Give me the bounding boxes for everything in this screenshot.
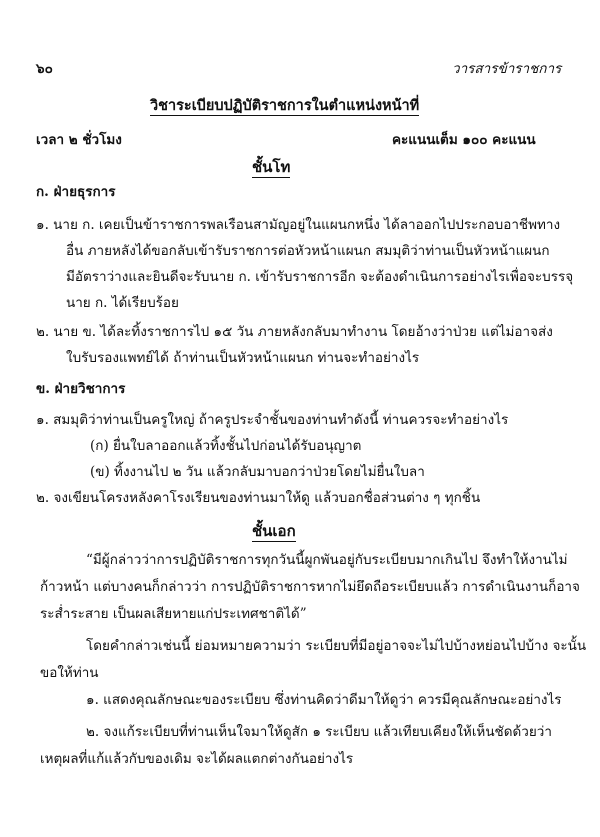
page-number: ๖๐ bbox=[36, 61, 53, 77]
exam-score: คะแนนเต็ม ๑๐๐ คะแนน bbox=[392, 132, 536, 148]
level-2-para1-line-3: ระส่ำระสาย เป็นผลเสียหายแก่ประเทศชาติได้” bbox=[40, 606, 307, 622]
level-2-q2-line-2: เหตุผลที่แก้แล้วกับของเดิม จะได้ผลแตกต่างกันอย่างไร bbox=[40, 751, 354, 767]
section-b-heading: ข. ฝ่ายวิชาการ bbox=[36, 381, 126, 397]
level-1-heading-text: ชั้นโท bbox=[252, 158, 291, 176]
level-2-para2-line-2: ขอให้ท่าน bbox=[40, 665, 99, 681]
section-a-q1-line-2: อื่น ภายหลังได้ขอกลับเข้ารับราชการต่อหัวหน้าแผนก สมมุติว่าท่านเป็นหัวหน้าแผนก bbox=[66, 243, 550, 259]
section-b-q1-sub-b: (ข) ทิ้งงานไป ๒ วัน แล้วกลับมาบอกว่าป่วยโดยไม่ยื่นใบลา bbox=[90, 464, 425, 480]
exam-time: เวลา ๒ ชั่วโมง bbox=[36, 132, 122, 148]
section-a-q1-line-4: นาย ก. ได้เรียบร้อย bbox=[66, 295, 179, 311]
level-2-para2-line-1: โดยคำกล่าวเช่นนี้ ย่อมหมายความว่า ระเบียบที่มีอยู่อาจจะไม่ไปบ้างหย่อนไปบ้าง จะนั้น bbox=[86, 638, 587, 654]
section-b-q1-sub-a: (ก) ยื่นใบลาออกแล้วทิ้งชั้นไปก่อนได้รับอนุญาต bbox=[90, 438, 362, 454]
section-a-q1-line-3: มีอัตราว่างและยินดีจะรับนาย ก. เข้ารับราชการอีก จะต้องดำเนินการอย่างไรเพื่อจะบรรจุ bbox=[66, 269, 574, 285]
section-a-q1-line-1: ๑. นาย ก. เคยเป็นข้าราชการพลเรือนสามัญอยู่ในแผนกหนึ่ง ได้ลาออกไปประกอบอาชีพทาง bbox=[36, 217, 561, 233]
level-2-para1-line-1: “มีผู้กล่าวว่าการปฏิบัติราชการทุกวันนี้ผูกพันอยู่กับระเบียบมากเกินไป จึงทำให้งานไม่ bbox=[86, 552, 568, 568]
level-2-heading bbox=[252, 522, 296, 540]
exam-title bbox=[150, 97, 419, 115]
level-2-q2-line-1: ๒. จงแก้ระเบียบที่ท่านเห็นใจมาให้ดูสัก ๑ ระเบียบ แล้วเทียบเคียงให้เห็นชัดด้วยว่า bbox=[86, 724, 552, 740]
level-2-q1: ๑. แสดงคุณลักษณะของระเบียบ ซึ่งท่านคิดว่าดีมาให้ดูว่า ควรมีคุณลักษณะอย่างไร bbox=[86, 692, 562, 708]
section-a-q2-line-2: ใบรับรองแพทย์ได้ ถ้าท่านเป็นหัวหน้าแผนก ท่านจะทำอย่างไร bbox=[66, 350, 420, 366]
level-2-heading-text: ชั้นเอก bbox=[252, 522, 296, 540]
level-2-para1-line-2: ก้าวหน้า แต่บางคนก็กล่าวว่า การปฏิบัติราชการหากไม่ยึดถือระเบียบแล้ว การดำเนินงานก็อาจ bbox=[40, 579, 580, 595]
exam-title-text: วิชาระเบียบปฏิบัติราชการในตำแหน่งหน้าที่ bbox=[150, 97, 420, 114]
section-a-q2-line-1: ๒. นาย ข. ได้ละทิ้งราชการไป ๑๕ วัน ภายหลังกลับมาทำงาน โดยอ้างว่าป่วย แต่ไม่อาจส่ง bbox=[36, 324, 553, 340]
level-1-heading bbox=[252, 158, 290, 176]
section-b-q2: ๒. จงเขียนโครงหลังคาโรงเรียนของท่านมาให้ดู แล้วบอกชื่อส่วนต่าง ๆ ทุกชิ้น bbox=[36, 490, 481, 506]
publication-name: วารสารข้าราชการ bbox=[452, 61, 562, 77]
section-a-heading: ก. ฝ่ายธุรการ bbox=[36, 184, 116, 200]
section-b-q1: ๑. สมมุติว่าท่านเป็นครูใหญ่ ถ้าครูประจำชั้นของท่านทำดังนี้ ท่านควรจะทำอย่างไร bbox=[36, 412, 509, 428]
